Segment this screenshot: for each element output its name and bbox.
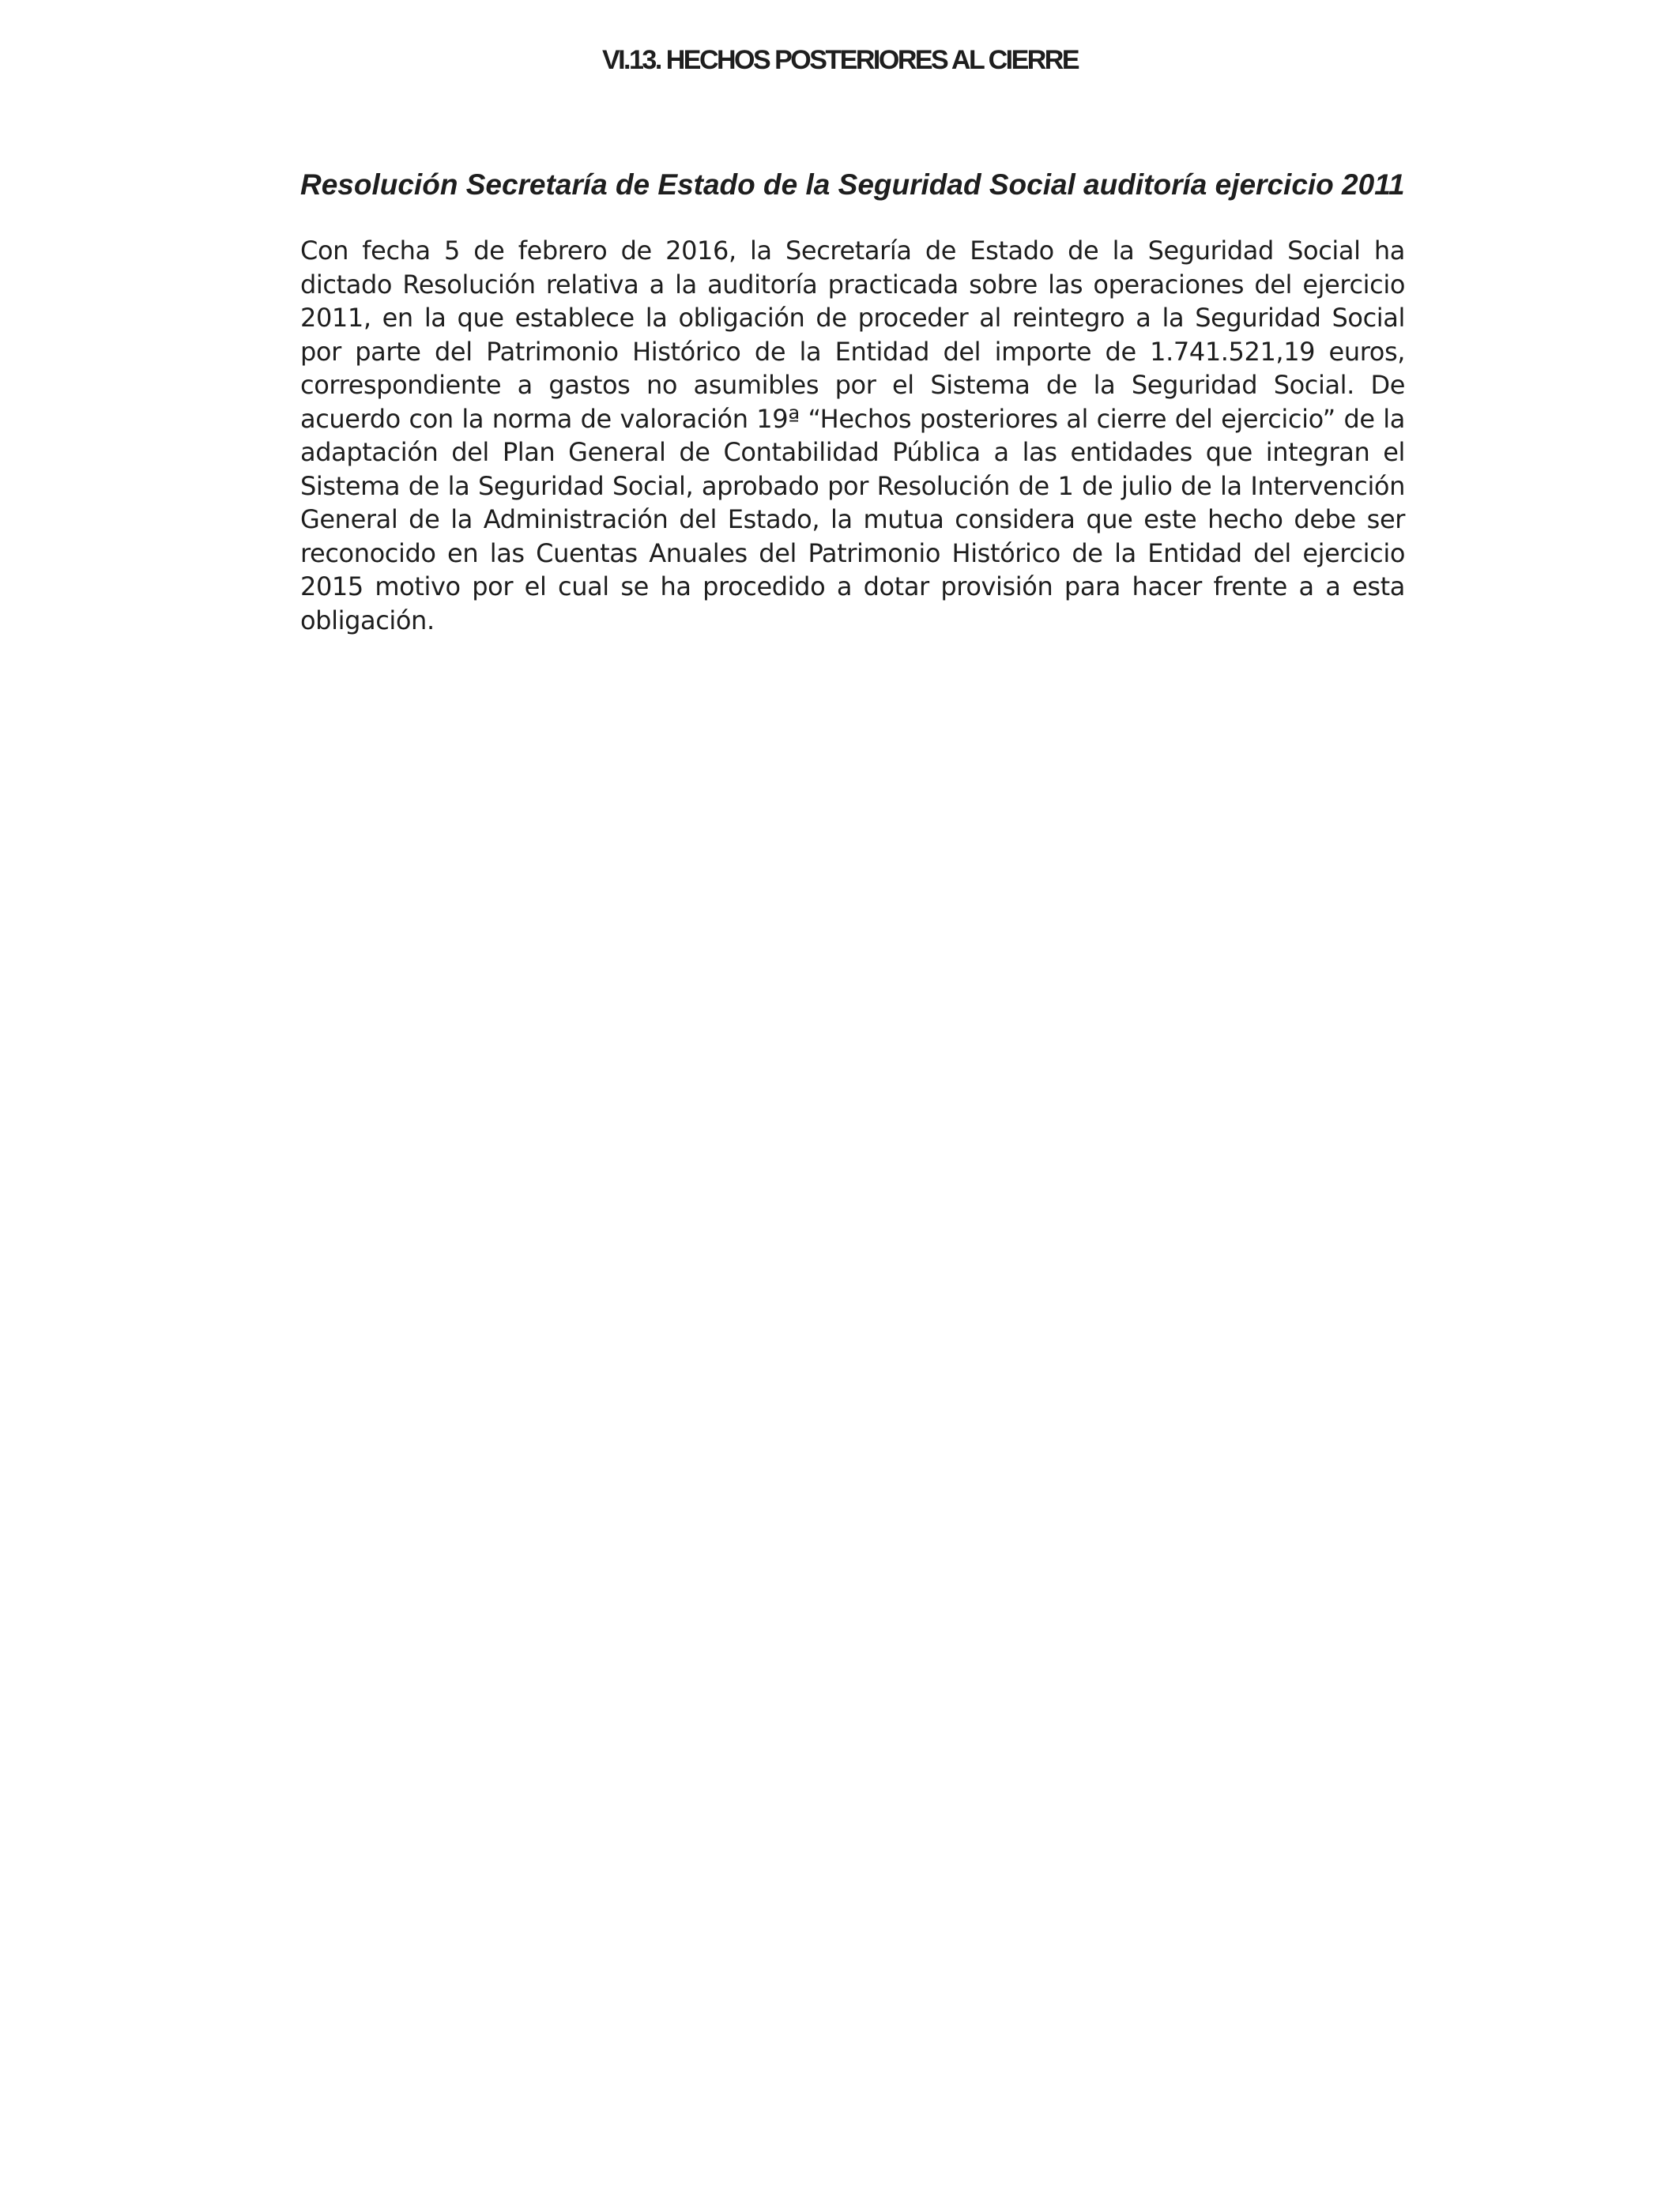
section-header: VI.13. HECHOS POSTERIORES AL CIERRE xyxy=(601,45,1079,75)
subtitle: Resolución Secretaría de Estado de la Seguridad Social auditoría ejercicio 2011 xyxy=(300,168,1405,201)
body-paragraph: Con fecha 5 de febrero de 2016, la Secretaría de Estado de la Seguridad Social ha dictado Resolución relativa a la auditoría practicada sobre las operaciones del ejercicio 2011, en la que establece la obligación de proceder al reintegro a la Seguridad Social por parte del Patrimonio Histórico de la Entidad del importe de 1.741.521,19 euros, correspondiente a gastos no asumibles por el Sistema de la Seguridad Social. De acuerdo con la norma de valoración 19ª “Hechos posteriores al cierre del ejercicio” de la adaptación del Plan General de Contabilidad Pública a las entidades que integran el Sistema de la Seguridad Social, aprobado por Resolución de 1 de julio de la Intervención General de la Administración del Estado, la mutua considera que este hecho debe ser reconocido en las Cuentas Anuales del Patrimonio Histórico de la Entidad del ejercicio 2015 motivo por el cual se ha procedido a dotar provisión para hacer frente a a esta obligación. xyxy=(300,236,1405,635)
content-block xyxy=(300,168,1405,637)
